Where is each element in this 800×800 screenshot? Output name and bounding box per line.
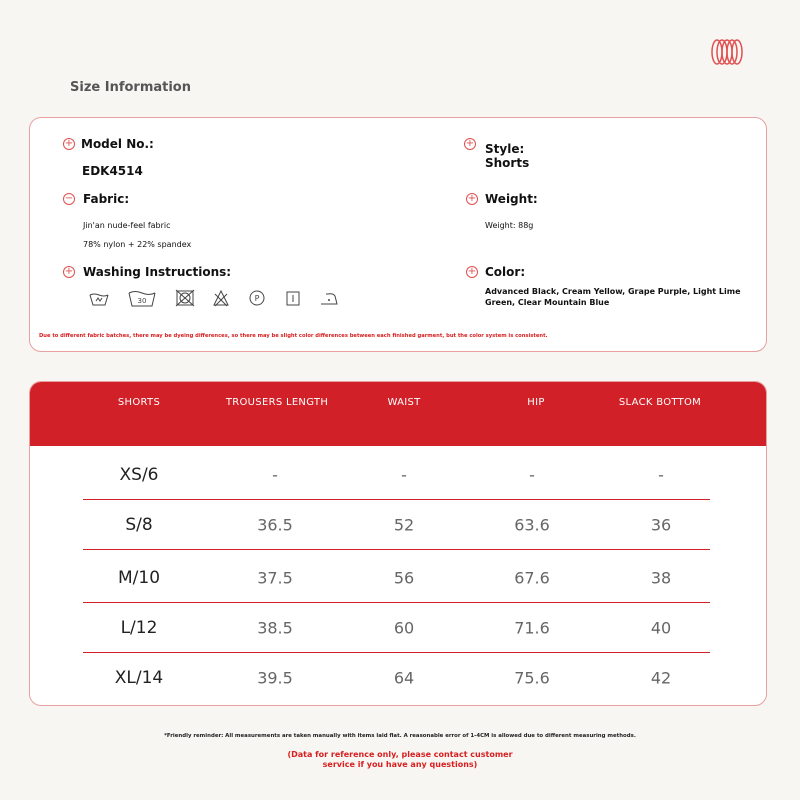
row-waist: 64 [393, 668, 415, 688]
no-bleach-icon [203, 287, 239, 309]
row-slack-bottom: 40 [650, 618, 672, 638]
washing-label: Washing Instructions: [83, 265, 232, 279]
color-label: Color: [485, 265, 526, 279]
row-slack-bottom: 42 [650, 668, 672, 688]
size-chart-table [29, 381, 767, 706]
row-trousers-length: 36.5 [257, 515, 293, 535]
weight-label: Weight: [485, 192, 538, 206]
header-trousers-length: TROUSERS LENGTH [225, 397, 329, 408]
row-slack-bottom: 38 [650, 568, 672, 588]
plus-icon: + [467, 266, 477, 277]
page-title: Size Information [70, 80, 191, 95]
fabric-line-1: Jin'an nude-feel fabric [83, 221, 171, 230]
friendly-reminder: *Friendly reminder: All measurements are taken manually with items laid flat. A reasonable error of 1-4CM is allowed due to different measuring methods. [164, 733, 636, 739]
brand-rings-icon [710, 38, 744, 66]
row-trousers-length: 38.5 [257, 618, 293, 638]
table-row [83, 653, 710, 703]
row-hip: 63.6 [514, 515, 550, 535]
table-row [83, 603, 710, 653]
product-info-card [29, 117, 767, 352]
iron-low-icon [311, 287, 347, 309]
header-hip: HIP [527, 397, 545, 408]
hand-wash-icon [81, 287, 117, 309]
plus-icon: + [467, 193, 477, 204]
model-value: EDK4514 [82, 164, 143, 178]
table-row [83, 450, 710, 500]
table-row [83, 500, 710, 550]
plus-icon: + [64, 138, 74, 149]
row-size: XS/6 [119, 465, 159, 485]
wash-30-icon [117, 287, 167, 309]
model-label: Model No.: [81, 137, 154, 151]
fabric-label: Fabric: [83, 192, 130, 206]
row-trousers-length: 37.5 [257, 568, 293, 588]
row-size: S/8 [125, 515, 153, 535]
washing-icons [81, 287, 347, 309]
header-waist: WAIST [387, 397, 421, 408]
table-header [30, 382, 766, 446]
row-slack-bottom: - [658, 465, 664, 485]
row-waist: - [401, 465, 407, 485]
row-hip: 67.6 [514, 568, 550, 588]
row-slack-bottom: 36 [650, 515, 672, 535]
row-size: L/12 [120, 618, 158, 638]
row-trousers-length: - [272, 465, 278, 485]
drip-dry-icon [275, 287, 311, 309]
weight-value: Weight: 88g [485, 221, 534, 230]
fabric-disclaimer: Due to different fabric batches, there may be dyeing differences, so there may be slight color differences between each finished garment, but the color system is consistent. [39, 333, 548, 339]
row-hip: - [529, 465, 535, 485]
style-label: Style: [485, 142, 525, 156]
fabric-line-2: 78% nylon + 22% spandex [83, 240, 192, 249]
dry-clean-p-icon [239, 287, 275, 309]
reference-note: (Data for reference only, please contact customer service if you have any questions) [287, 750, 513, 769]
style-value: Shorts [485, 156, 530, 170]
row-size: M/10 [117, 568, 161, 588]
header-slack-bottom: SLACK BOTTOM [618, 397, 702, 408]
row-hip: 75.6 [514, 668, 550, 688]
row-trousers-length: 39.5 [257, 668, 293, 688]
dry-clean-letter: P [254, 294, 260, 303]
row-waist: 56 [393, 568, 415, 588]
wash-temp-text: 30 [137, 297, 147, 305]
plus-icon: + [64, 266, 74, 277]
row-waist: 60 [393, 618, 415, 638]
no-bleach-wash-icon [167, 287, 203, 309]
color-value: Advanced Black, Cream Yellow, Grape Purple, Light Lime Green, Clear Mountain Blue [485, 287, 741, 307]
plus-icon: − [64, 193, 74, 204]
row-hip: 71.6 [514, 618, 550, 638]
header-shorts: SHORTS [117, 397, 161, 408]
table-row [83, 553, 710, 603]
plus-icon: + [465, 138, 475, 149]
row-size: XL/14 [114, 668, 164, 688]
row-waist: 52 [393, 515, 415, 535]
row-divider [83, 549, 710, 550]
